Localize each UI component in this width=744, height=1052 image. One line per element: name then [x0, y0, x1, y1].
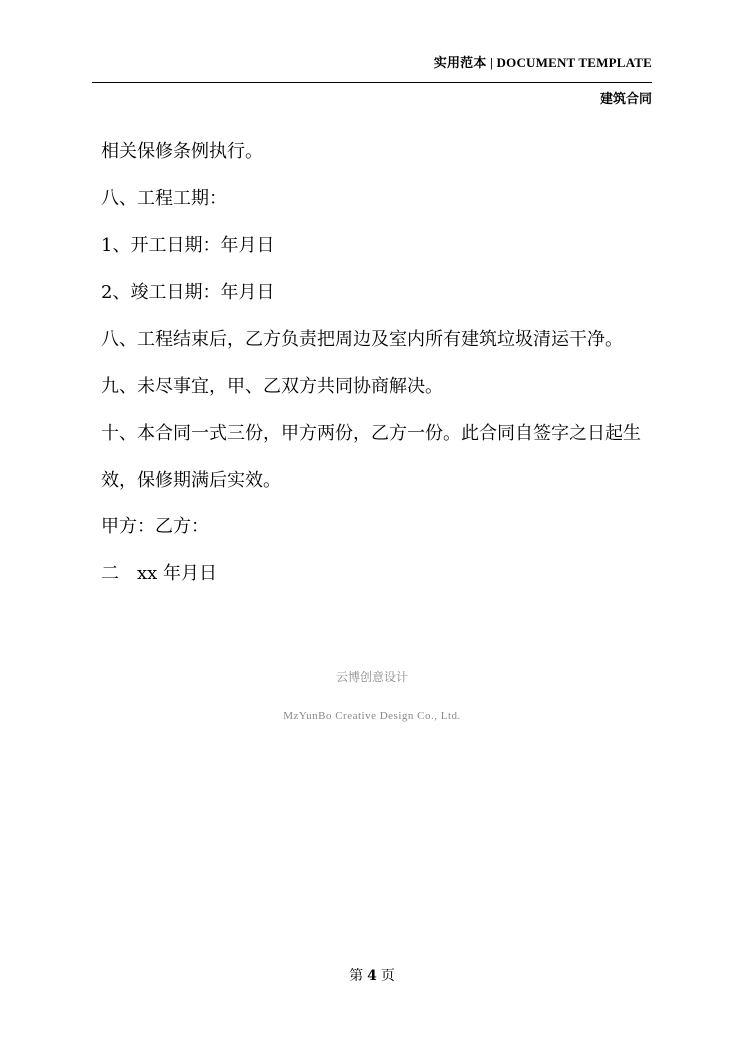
paragraph-start-date: 1、开工日期：年月日 — [101, 235, 275, 256]
header-subtitle: 建筑合同 — [599, 92, 652, 107]
date-prefix: 二 — [101, 563, 119, 584]
paragraph-copies-clause: 十、本合同一式三份，甲方两份，乙方一份。此合同自签字之日起生效，保修期满后实效。 — [101, 423, 641, 491]
contract-body — [101, 140, 661, 609]
paragraph-cleanup-clause: 八、工程结束后，乙方负责把周边及室内所有建筑垃圾清运干净。 — [101, 329, 623, 350]
page-number — [0, 965, 744, 985]
page-number-value: 4 — [367, 968, 377, 984]
paragraph-construction-period: 八、工程工期： — [101, 188, 227, 209]
paragraph-date — [101, 562, 661, 586]
page-number-prefix: 第 — [349, 968, 364, 984]
paragraph-signatures: 甲方：乙方： — [101, 516, 209, 537]
footer-company-en: MzYunBo Creative Design Co., Ltd. — [283, 710, 461, 722]
page-number-suffix: 页 — [380, 968, 395, 984]
header-divider — [92, 82, 652, 83]
header-title: 实用范本 | DOCUMENT TEMPLATE — [433, 55, 652, 70]
paragraph-completion-date: 2、竣工日期：年月日 — [101, 282, 275, 303]
paragraph-warranty-clause: 相关保修条例执行。 — [101, 141, 263, 162]
date-text: xx 年月日 — [137, 563, 218, 584]
footer-company-cn: 云博创意设计 — [335, 670, 408, 684]
paragraph-negotiation-clause: 九、未尽事宜，甲、乙双方共同协商解决。 — [101, 376, 443, 397]
